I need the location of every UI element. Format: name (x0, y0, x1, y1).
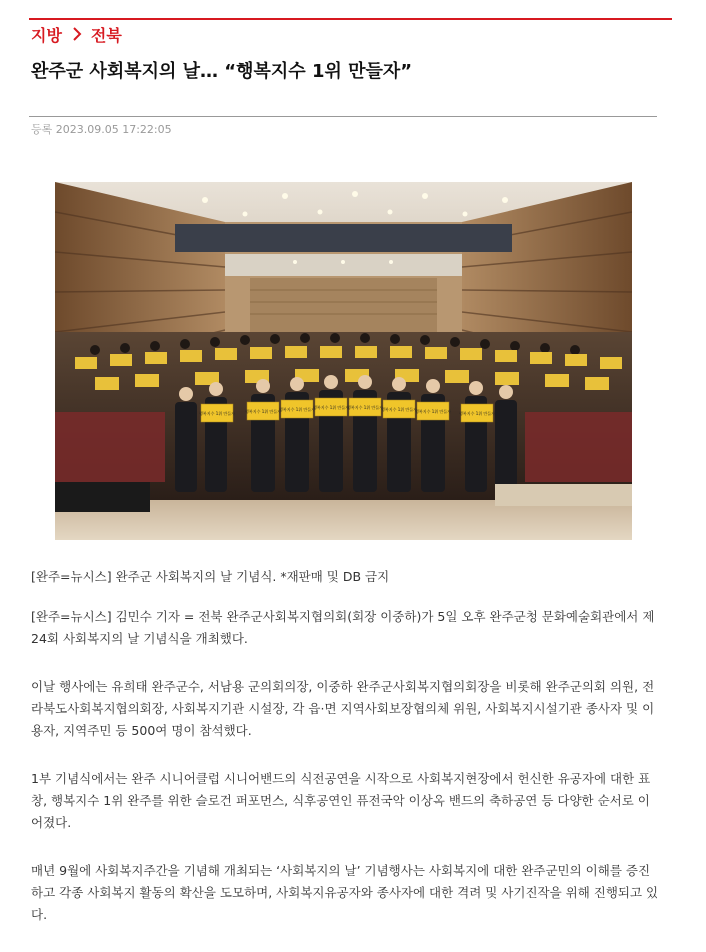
article-headline: 완주군 사회복지의 날… “행복지수 1위 만들자” (31, 61, 413, 82)
placard-text: 행복지수 1위 만들자 (347, 405, 383, 410)
placard-text: 행복지수 1위 만들자 (313, 405, 349, 410)
breadcrumb-subsection-link[interactable]: 전북 (90, 25, 122, 45)
article-timestamp: 등록 2023.09.05 17:22:05 (31, 123, 172, 136)
headline-divider (29, 116, 657, 117)
placard-text: 행복지수 1위 만들자 (381, 407, 417, 412)
placard-text: 행복지수 1위 만들자 (459, 411, 495, 416)
chevron-right-icon (69, 26, 85, 42)
placard-text: 행복지수 1위 만들자 (199, 411, 235, 416)
article-body (31, 566, 659, 952)
article-paragraph: 이날 행사에는 유희태 완주군수, 서남용 군의회의장, 이중하 완주군사회복지협의회장을 비롯해 완주군의회 의원, 전라북도사회복지협의회장, 사회복지기관 시설장, 각 읍·면 지역사회보장협의체 위원, 사회복지시설기관 종사자 및 이용자, 지역주민 등 500여 명이 참석했다. (31, 679, 655, 738)
breadcrumb (31, 23, 122, 45)
photo-caption: [완주=뉴시스] 완주군 사회복지의 날 기념식. *재판매 및 DB 금지 (31, 569, 390, 584)
placard-text: 행복지수 1위 만들자 (245, 409, 281, 414)
article-paragraph: 매년 9월에 사회복지주간을 기념해 개최되는 ‘사회복지의 날’ 기념행사는 사회복지에 대한 완주군민의 이해를 증진하고 각종 사회복지 활동의 확산을 도모하며, 사회복지유공자와 종사자에 대한 격려 및 사기진작을 위해 진행되고 있다. (31, 863, 659, 922)
article-photo[interactable] (55, 182, 632, 540)
breadcrumb-section-link[interactable]: 지방 (31, 25, 62, 45)
placard-text: 행복지수 1위 만들자 (279, 407, 315, 412)
top-accent-rule (29, 18, 672, 20)
article-paragraph: 1부 기념식에서는 완주 시니어클럽 시니어밴드의 식전공연을 시작으로 사회복지현장에서 헌신한 유공자에 대한 표창, 행복지수 1위 완주를 위한 슬로건 퍼포먼스, 식후공연인 퓨전국악 이상옥 밴드의 축하공연 등 다양한 순서로 이어졌다. (31, 771, 651, 830)
article-paragraph: [완주=뉴시스] 김민수 기자 = 전북 완주군사회복지협의회(회장 이중하)가 5일 오후 완주군청 문화예술회관에서 제24회 사회복지의 날 기념식을 개최했다. (31, 609, 655, 646)
placard-text: 행복지수 1위 만들자 (415, 409, 451, 414)
